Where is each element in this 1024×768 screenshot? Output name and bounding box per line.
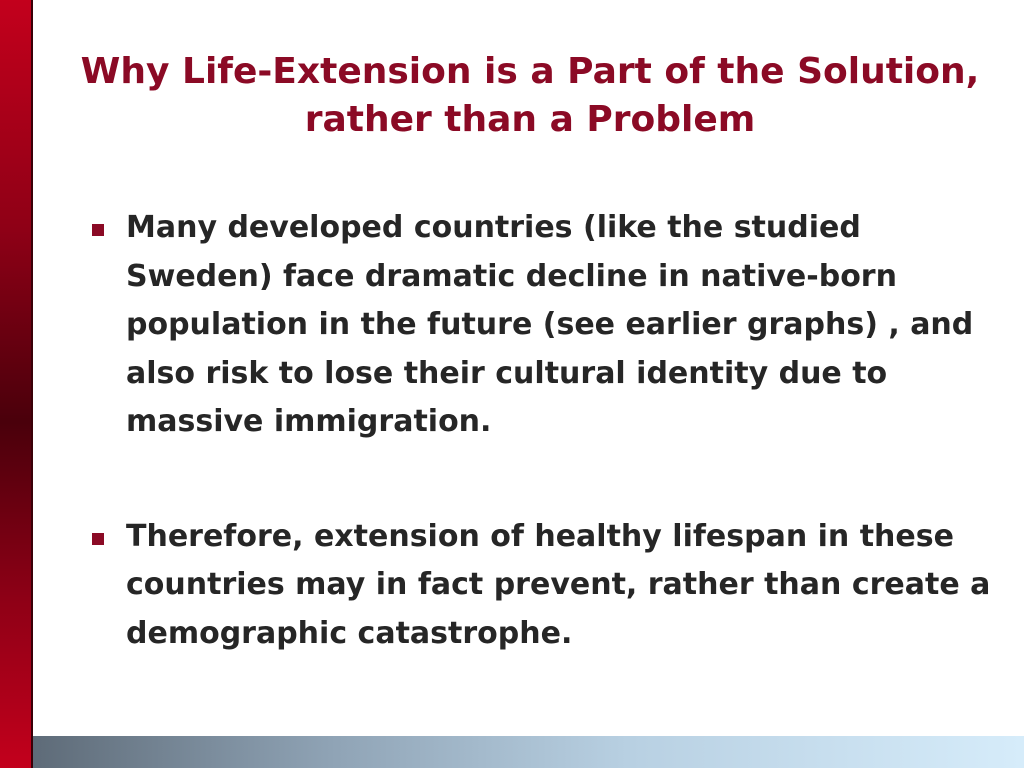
bullet-text: Many developed countries (like the studied Sweden) face dramatic decline in native-born population in the future (see earlier graphs) , and also risk to lose their cultural identity due to massive immigration. [126, 210, 974, 439]
bullet-item [88, 513, 998, 659]
left-accent-bar [0, 0, 33, 768]
slide-title: Why Life-Extension is a Part of the Solution, rather than a Problem [80, 51, 980, 140]
bullet-item [88, 204, 998, 447]
square-bullet-icon [92, 224, 104, 236]
bottom-gradient-bar [33, 736, 1024, 768]
bullet-list [88, 204, 998, 658]
bullet-text: Therefore, extension of healthy lifespan in these countries may in fact prevent, rather than create a demographic catastrophe. [126, 518, 991, 651]
square-bullet-icon [92, 533, 104, 545]
